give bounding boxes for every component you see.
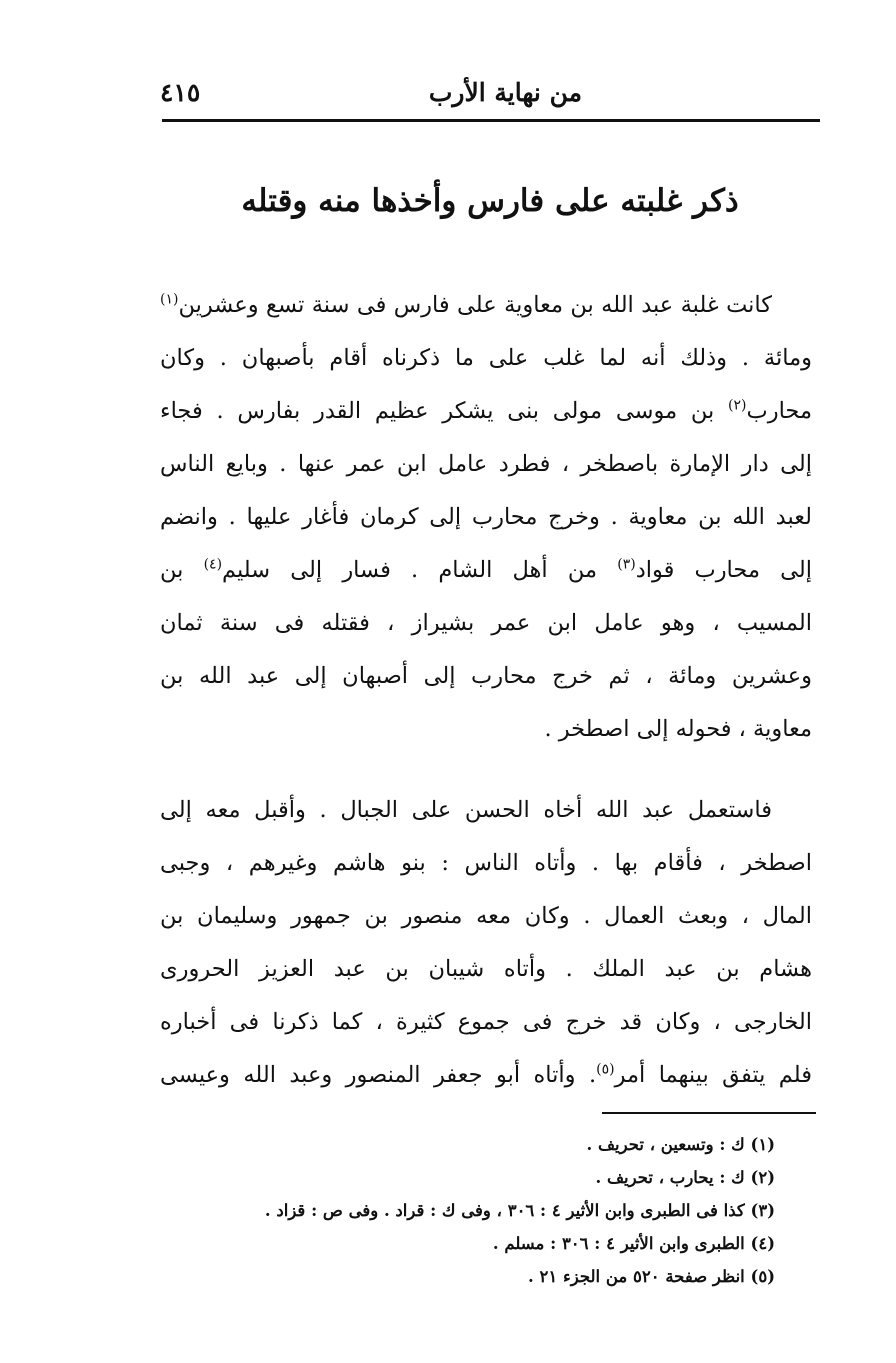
- footnote-ref: (٢): [728, 397, 747, 414]
- text-line: هشام بن عبد الملك . وأتاه شيبان بن عبد العزيز الحرورى: [160, 956, 812, 982]
- footnote-ref: (٥): [596, 1061, 615, 1078]
- text-line: المسيب ، وهو عامل ابن عمر بشيراز ، فقتله فى سنة ثمان: [160, 610, 812, 636]
- paragraph-1: [160, 279, 812, 756]
- text-line: إلى محارب قواد$^{(٣)}$ من أهل الشام . فسار إلى سليم$^{(٤)}$ بن: [160, 556, 813, 583]
- page-number: ٤١٥: [160, 78, 201, 107]
- footnote: (٢) ك : يحارب ، تحريف .: [595, 1168, 775, 1187]
- footnote: (٣) كذا فى الطبرى وابن الأثير ٤ : ٣٠٦ ، وفى ك : قراد . وفى ص : قزاد .: [264, 1201, 775, 1220]
- header-rule: [162, 119, 820, 122]
- text-line: الخارجى ، وكان قد خرج فى جموع كثيرة ، كما ذكرنا فى أخباره: [160, 1009, 812, 1035]
- running-title: من نهاية الأرب: [428, 78, 582, 107]
- text-line: اصطخر ، فأقام بها . وأتاه الناس : بنو هاشم وغيرهم ، وجبى: [160, 850, 812, 876]
- text-line: إلى دار الإمارة باصطخر ، فطرد عامل ابن عمر عنها . وبايع الناس: [160, 451, 812, 477]
- text-line: محارب$^{(٢)}$ بن موسى مولى بنى يشكر عظيم القدر بفارس . فجاء: [160, 397, 812, 424]
- footnote: (٥) انظر صفحة ٥٢٠ من الجزء ٢١ .: [528, 1267, 775, 1286]
- text-line: كانت غلبة عبد الله بن معاوية على فارس فى سنة تسع وعشرين$^{(١)}$: [160, 291, 772, 318]
- text-line: المال ، وبعث العمال . وكان معه منصور بن جمهور وسليمان بن: [160, 903, 812, 929]
- footnote-ref: (٣): [617, 556, 636, 573]
- text-line: فاستعمل عبد الله أخاه الحسن على الجبال . وأقبل معه إلى: [160, 797, 772, 823]
- text-line: فلم يتفق بينهما أمر$^{(٥)}$. وأتاه أبو جعفر المنصور وعبد الله وعيسى: [160, 1061, 812, 1088]
- chapter-title: ذكر غلبته على فارس وأخذها منه وقتله: [241, 183, 739, 219]
- paragraph-2: [160, 784, 812, 1102]
- text-line: وعشرين ومائة ، ثم خرج محارب إلى أصبهان إلى عبد الله بن: [160, 663, 812, 689]
- text-line: ومائة . وذلك أنه لما غلب على ما ذكرناه أقام بأصبهان . وكان: [160, 345, 812, 371]
- text-line: لعبد الله بن معاوية . وخرج محارب إلى كرمان فأغار عليها . وانضم: [160, 504, 812, 530]
- text-line: معاوية ، فحوله إلى اصطخر .: [544, 716, 812, 742]
- footnote: (١) ك : وتسعين ، تحريف .: [586, 1135, 775, 1154]
- running-header: [160, 72, 820, 114]
- footnotes: [200, 1128, 775, 1293]
- footnote-rule: [602, 1112, 816, 1114]
- footnote-ref: (١): [160, 291, 179, 308]
- footnote-ref: (٤): [203, 556, 223, 573]
- footnote: (٤) الطبرى وابن الأثير ٤ : ٣٠٦ : مسلم .: [492, 1234, 775, 1253]
